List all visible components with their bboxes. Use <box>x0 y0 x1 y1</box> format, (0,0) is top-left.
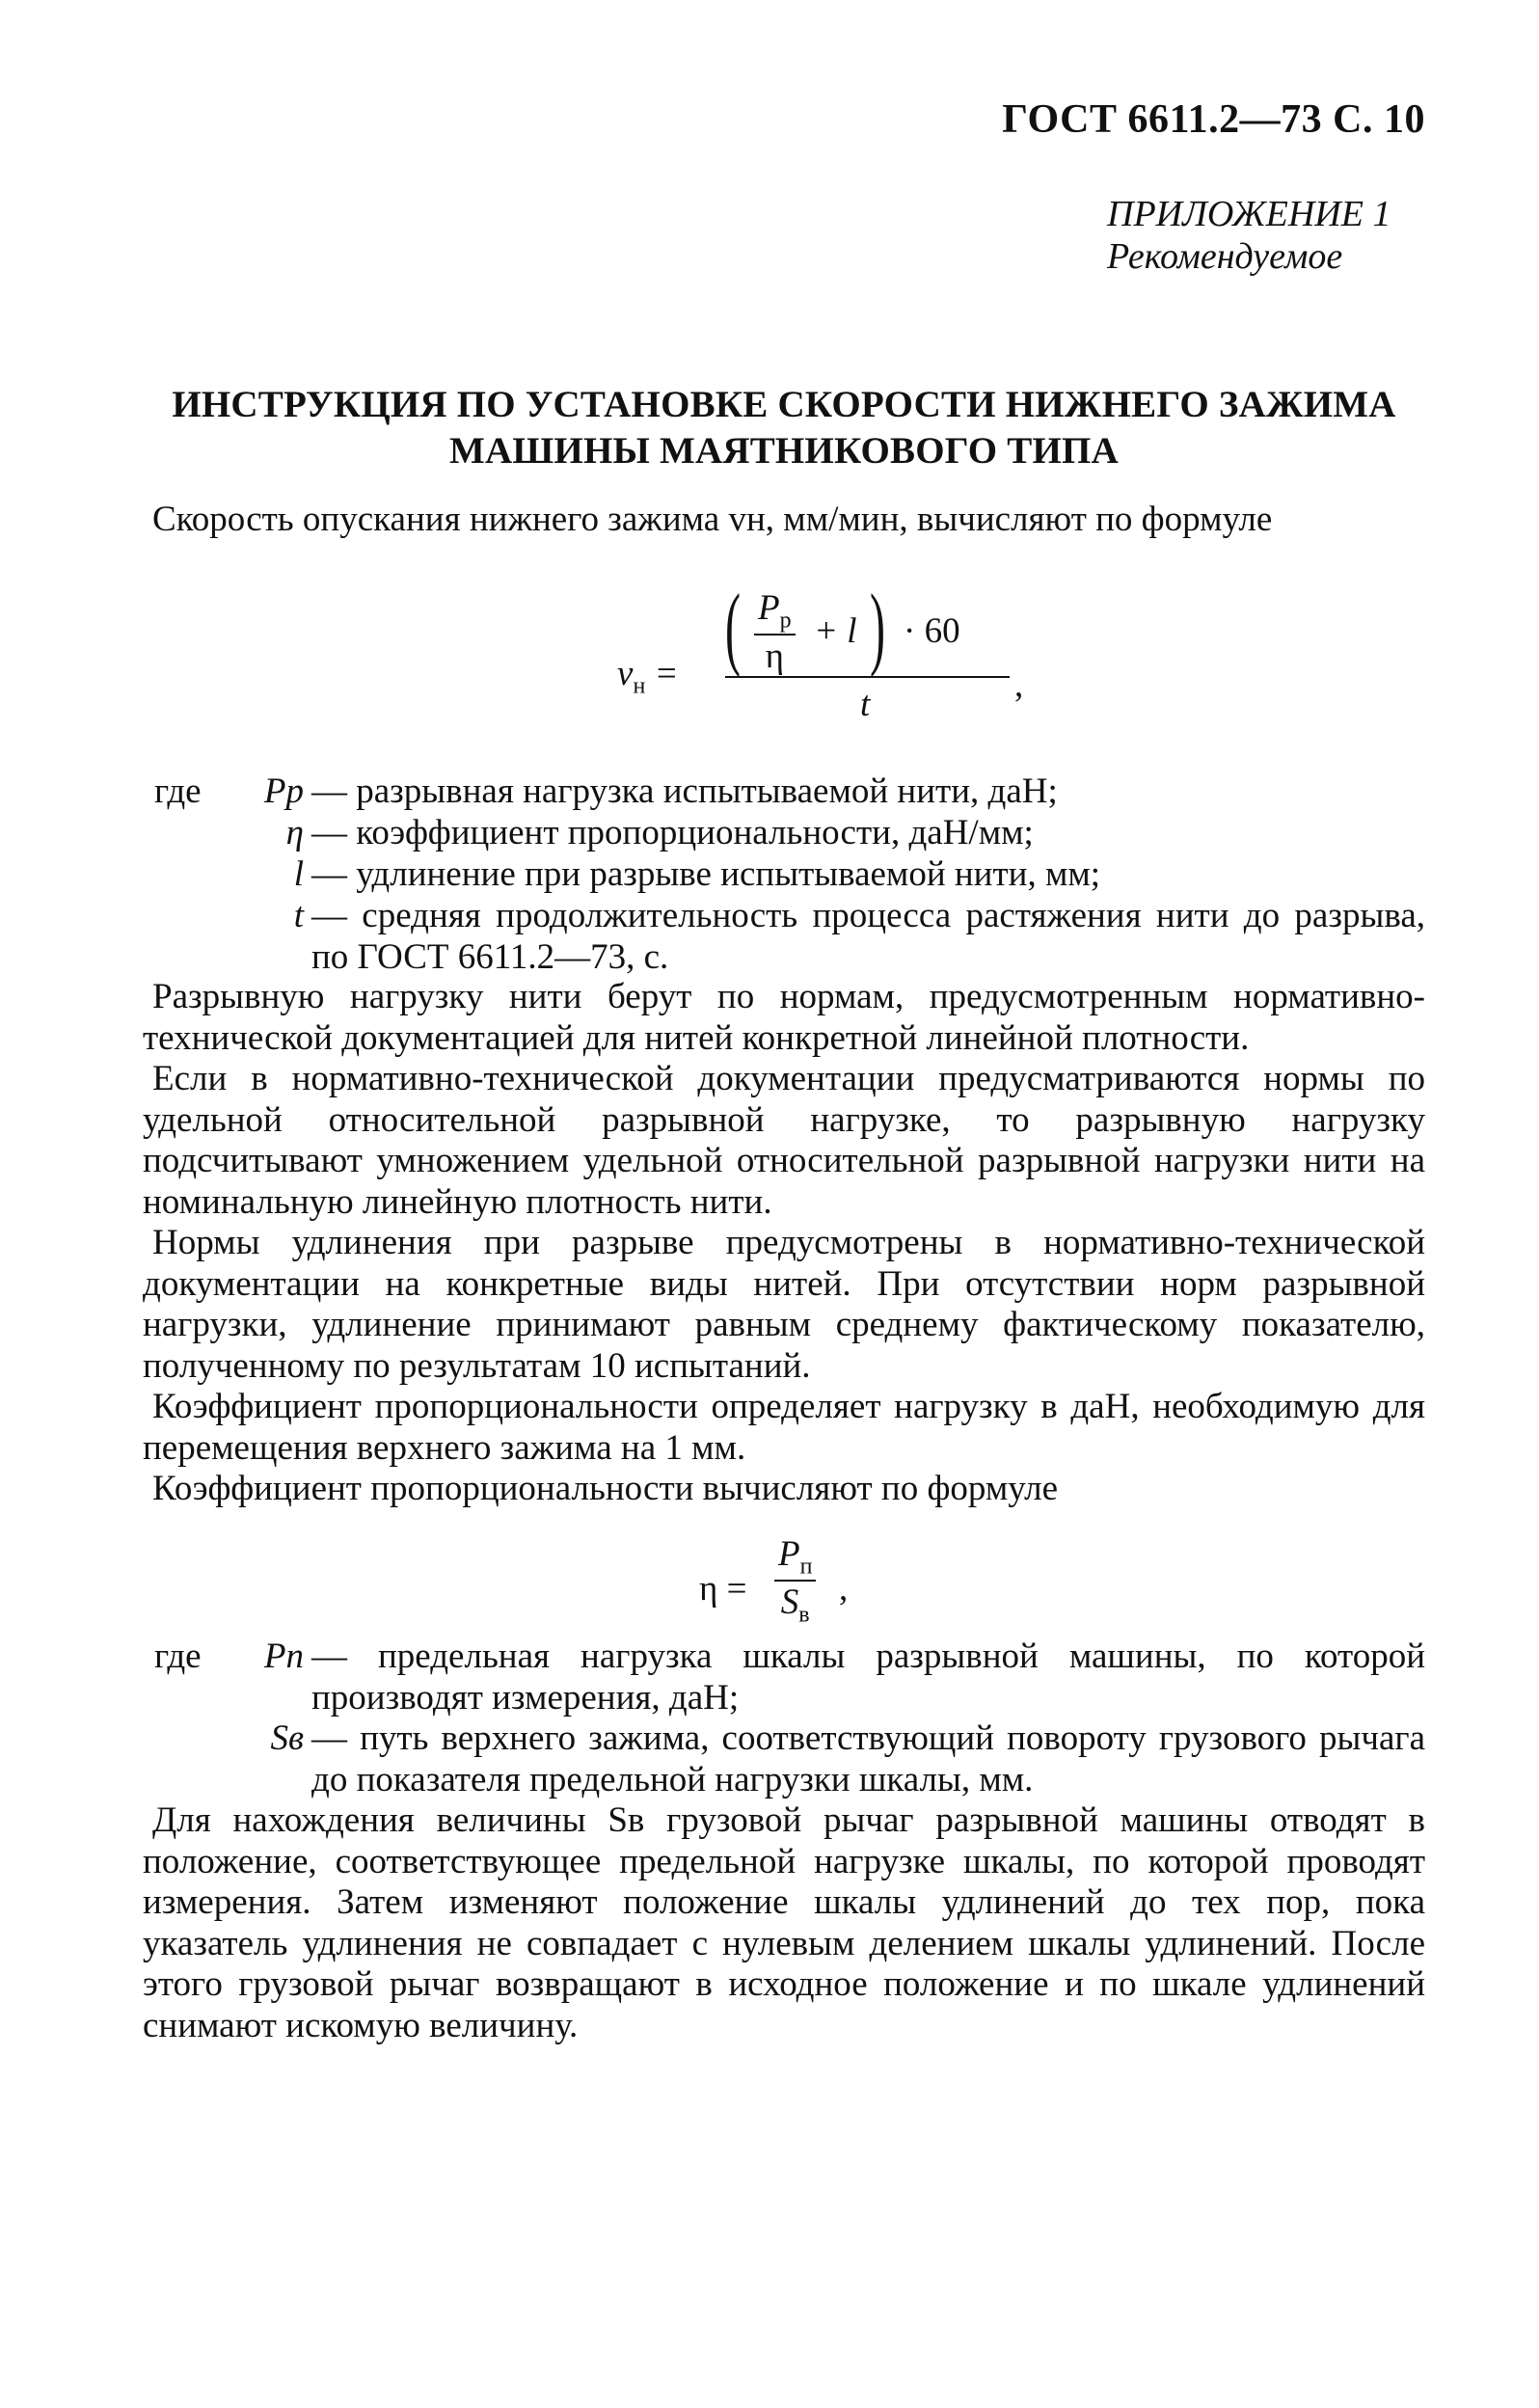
appendix-label <box>1107 193 1390 278</box>
paragraph: Разрывную нагрузку нити берут по нормам, предусмотренным нормативно-технической документацией для нитей конкретной линейной плотности. <box>143 977 1425 1058</box>
formula-lhs: $v_н$ = <box>617 654 679 699</box>
paragraph: Коэффициент пропорциональности определяет нагрузку в даН, необходимую для перемещения верхнего зажима на 1 мм. <box>143 1387 1425 1468</box>
final-paragraph: Для нахождения величины Sв грузовой рычаг разрывной машины отводят в положение, соответствующее предельной нагрузке шкалы, по которой проводят измерения. Затем изменяют положение шкалы удлинений до тех пор, пока указатель удлинения не совпадает с нулевым делением шкалы удлинений. После этого грузовой рычаг возвращают в исходное положение и по шкале удлинений снимают искомую величину. <box>143 1800 1425 2045</box>
where-label: где <box>154 771 202 811</box>
appendix-number: ПРИЛОЖЕНИЕ 1 <box>1107 194 1391 234</box>
title-line-2: МАШИНЫ МАЯТНИКОВОГО ТИПА <box>449 430 1119 472</box>
document-title <box>143 382 1425 474</box>
intro-text: Скорость опускания нижнего зажима vн, мм/мин, вычисляют по формуле <box>152 500 1273 539</box>
paragraph: Если в нормативно-технической документации предусматриваются нормы по удельной относительной разрывной нагрузке, то разрывную нагрузку подсчитывают умножением удельной относительной разрывной нагрузки нити на номинальную линейную плотность нити. <box>143 1059 1425 1222</box>
appendix-status: Рекомендуемое <box>1107 236 1343 277</box>
page-header: ГОСТ 6611.2—73 С. 10 <box>1002 97 1425 142</box>
paragraph: Нормы удлинения при разрыве предусмотрены в нормативно-технической документации на конкретные виды нитей. При отсутствии норм разрывной нагрузки, удлинение принимают равным среднему фактическому показателю, полученному по результатам 10 испытаний. <box>143 1223 1425 1386</box>
where-label: где <box>154 1637 202 1676</box>
title-line-1: ИНСТРУКЦИЯ ПО УСТАНОВКЕ СКОРОСТИ НИЖНЕГО ЗАЖИМА <box>172 384 1396 425</box>
paragraph: Коэффициент пропорциональности вычисляют по формуле <box>152 1469 1059 1508</box>
